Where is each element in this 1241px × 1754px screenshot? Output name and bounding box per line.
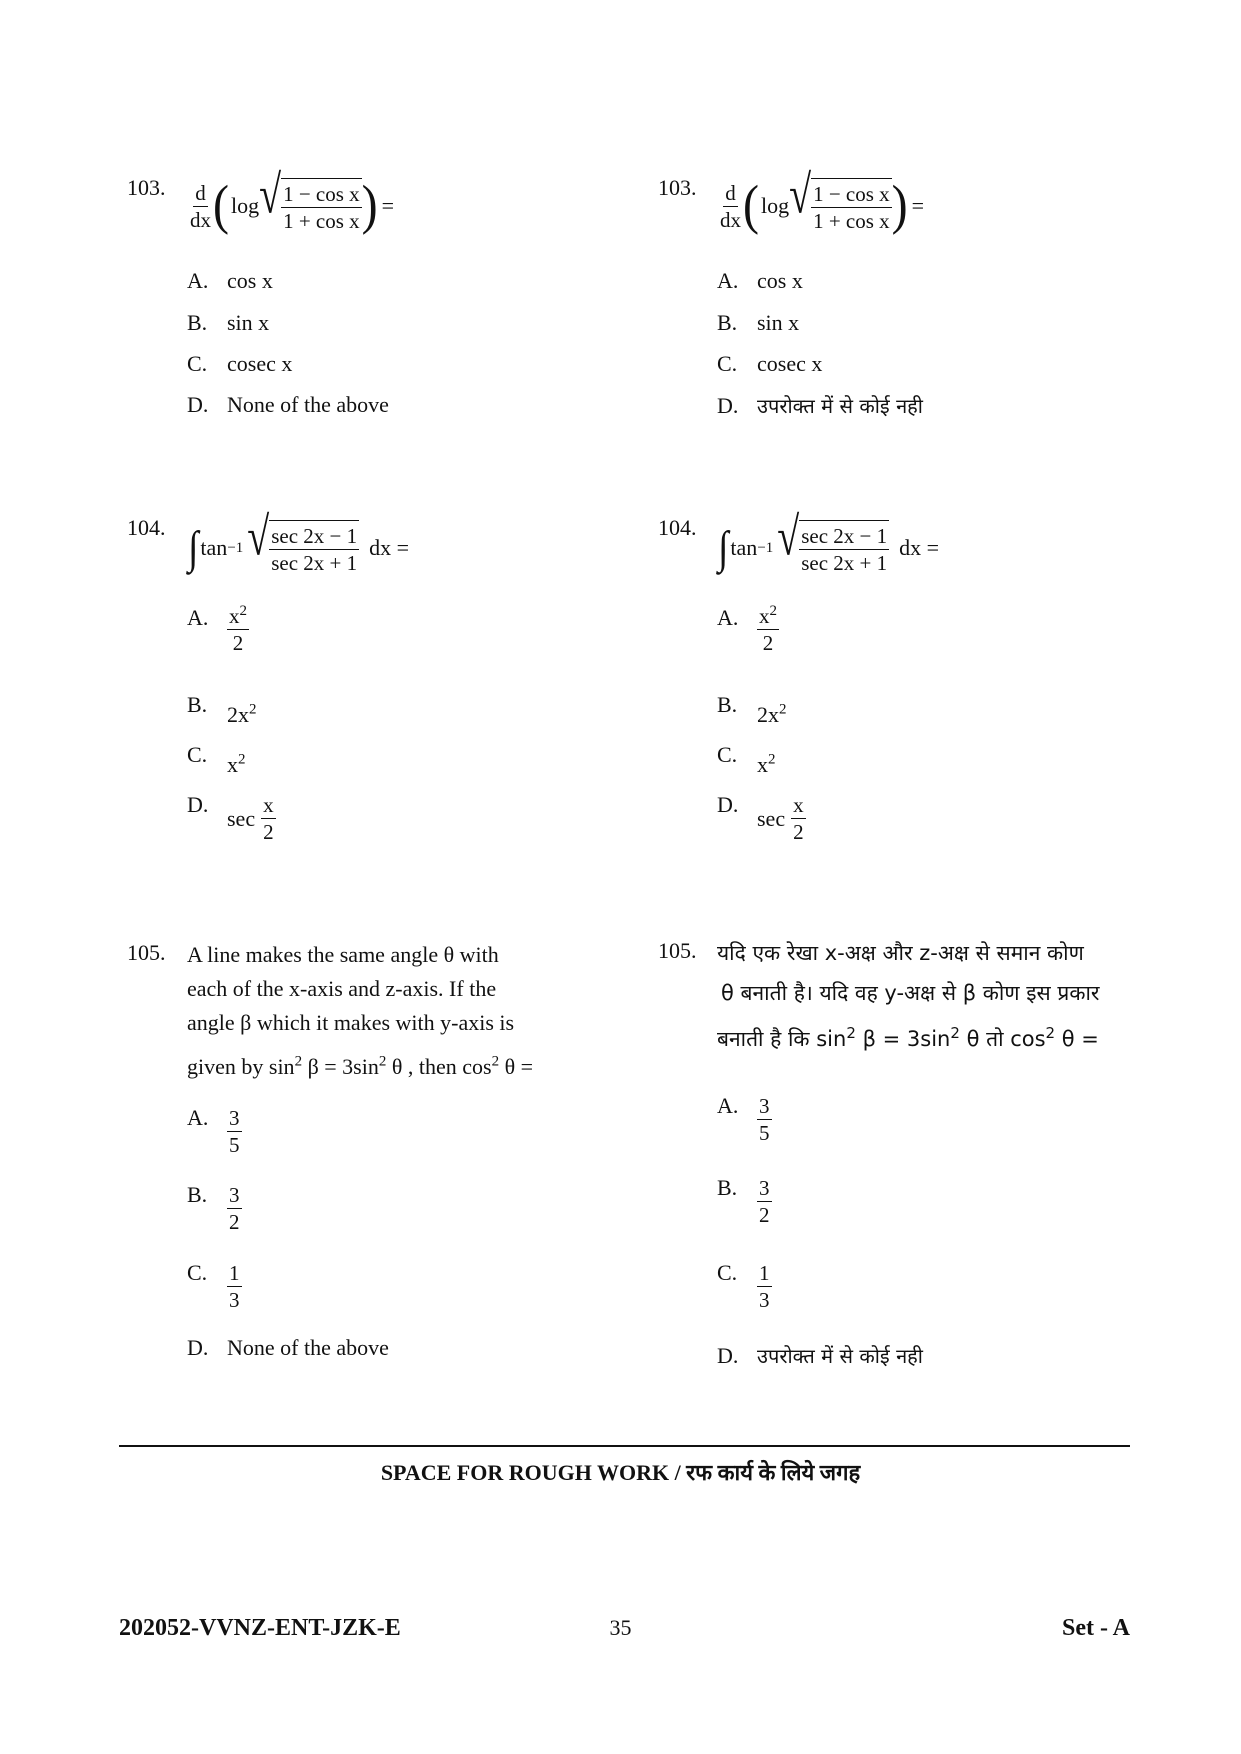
q103-option-d: D. None of the above <box>187 392 389 417</box>
rough-work-divider <box>119 1445 1130 1447</box>
q103-hi-option-d: D. उपरोक्त में से कोई नही <box>717 393 923 418</box>
q103-hi-option-b: B. sin x <box>717 310 800 335</box>
q105-option-a: A. $\frac{3}{5}$ <box>187 1105 240 1158</box>
q105-option-b: B. $\frac{3}{2}$ <box>187 1182 240 1235</box>
q103-option-a: A. cos x <box>187 268 273 293</box>
question-104-expression: ∫ tan −1 √ $\frac{\sec 2x - 1}{\sec 2x + 1}$ dx = <box>188 506 410 576</box>
question-103-expression: $\frac{d}{dx}$ ( log √ $\frac{\text{1 − cos x}}{\text{1 + cos x}}$ ) = <box>190 164 395 237</box>
q105-hi-option-d: D. उपरोक्त में से कोई नही <box>717 1343 923 1368</box>
question-103-number: 103. <box>127 175 166 200</box>
question-103-expression-hi: $\frac{d}{dx}$ ( log √ $\frac{\text{1 − cos x}}{\text{1 + cos x}}$ ) = <box>720 164 925 237</box>
question-105-number: 105. <box>127 940 166 965</box>
rough-work-label: SPACE FOR ROUGH WORK / रफ कार्य के लिये जगह <box>380 1460 861 1485</box>
q105-hi-option-a: A. $\frac{3}{5}$ <box>717 1093 770 1146</box>
q104-hi-option-a: A. $\frac{x^2}{2}$ <box>717 603 777 656</box>
question-104-expression-hi: ∫ tan −1 √ $\frac{\sec 2x - 1}{\sec 2x + 1}$ dx = <box>718 506 940 576</box>
question-105-number-hi: 105. <box>658 938 697 963</box>
q104-option-c: C. $x^2$ <box>187 742 246 777</box>
q103-option-b: B. sin x <box>187 310 270 335</box>
question-103-number-hi: 103. <box>658 175 697 200</box>
q103-hi-option-c: C. cosec x <box>717 351 823 376</box>
q104-hi-option-d: D. sec $\frac{x}{2}$ <box>717 792 804 845</box>
q103-option-c: C. cosec x <box>187 351 293 376</box>
set-label: Set - A <box>1062 1615 1130 1641</box>
q104-option-a: A. $\frac{x^2}{2}$ <box>187 603 247 656</box>
question-105-text-hi: यदि एक रेखा x-अक्ष और z-अक्ष से समान कोण θ बनाती है। यदि वह y-अक्ष से β कोण इस प्रकार बनाती है कि $\sin^2 \beta = 3\sin^2$ θ तो $\cos^2 \theta$ = <box>717 941 1100 1051</box>
question-105-text: A line makes the same angle θ with each of the x-axis and z-axis. If the angle β which it makes with y-axis is given by $\sin^2 \beta = 3\sin^2$ θ , then $\cos^2 \theta$ = <box>187 942 534 1079</box>
page-number: 35 <box>609 1615 632 1640</box>
paper-code: 202052-VVNZ-ENT-JZK-E <box>119 1615 401 1641</box>
q104-hi-option-b: B. $2x^2$ <box>717 692 787 727</box>
q105-hi-option-c: C. $\frac{1}{3}$ <box>717 1260 770 1313</box>
q105-hi-option-b: B. $\frac{3}{2}$ <box>717 1175 770 1228</box>
q105-option-c: C. $\frac{1}{3}$ <box>187 1260 240 1313</box>
q104-hi-option-c: C. $x^2$ <box>717 742 776 777</box>
q103-hi-option-a: A. cos x <box>717 268 803 293</box>
q104-option-d: D. sec $\frac{x}{2}$ <box>187 792 274 845</box>
question-104-number-hi: 104. <box>658 515 697 540</box>
question-104-number: 104. <box>127 515 166 540</box>
q105-option-d: D. None of the above <box>187 1335 389 1360</box>
q104-option-b: B. $2x^2$ <box>187 692 257 727</box>
